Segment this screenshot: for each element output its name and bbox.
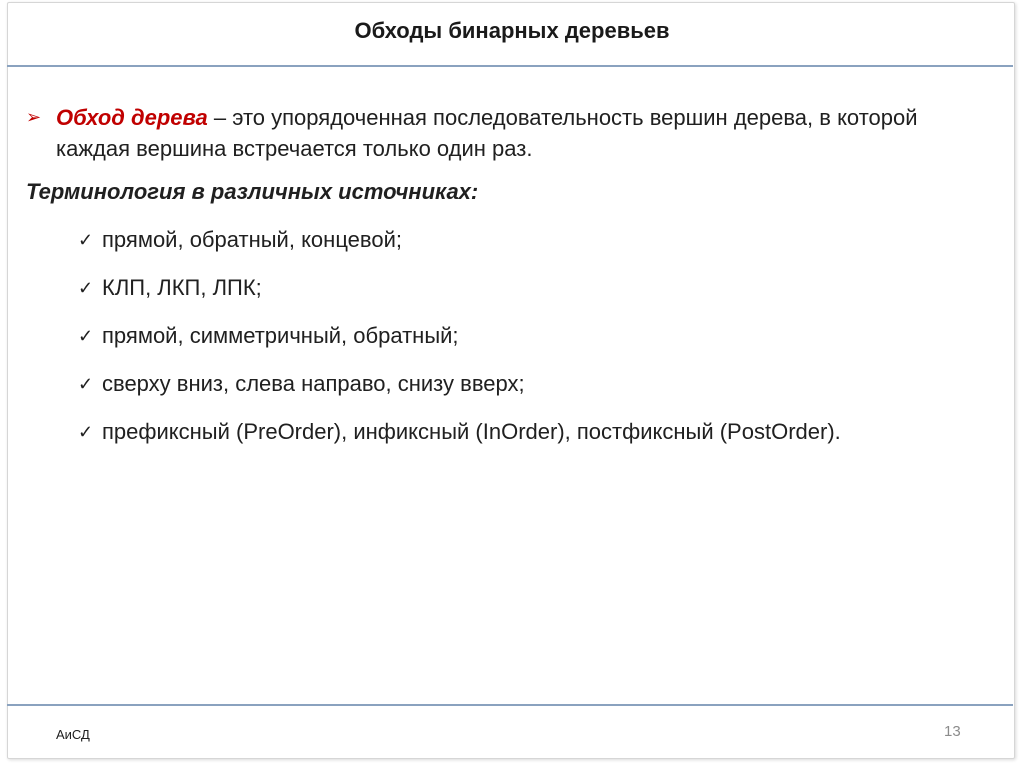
checkmark-icon: ✓ xyxy=(78,278,94,298)
list-item xyxy=(78,273,841,321)
definition-text xyxy=(26,102,986,164)
checkmark-icon: ✓ xyxy=(78,422,94,442)
list-item-text: префиксный (PreOrder), инфиксный (InOrder), постфиксный (PostOrder). xyxy=(102,419,841,444)
list-item-text: КЛП, ЛКП, ЛПК; xyxy=(102,275,262,300)
list-item xyxy=(78,417,841,465)
list-item xyxy=(78,321,841,369)
checkmark-icon: ✓ xyxy=(78,230,94,250)
slide-title: Обходы бинарных деревьев xyxy=(354,18,670,43)
terminology-list xyxy=(78,225,841,465)
page-number: 13 xyxy=(944,723,961,740)
list-item xyxy=(78,369,841,417)
footer-label: АиСД xyxy=(56,727,90,742)
checkmark-icon: ✓ xyxy=(78,374,94,394)
terminology-heading: Терминология в различных источниках: xyxy=(26,179,479,204)
definition-paragraph xyxy=(26,102,986,164)
list-item-text: прямой, обратный, концевой; xyxy=(102,227,402,252)
checkmark-icon: ✓ xyxy=(78,326,94,346)
list-item-text: прямой, симметричный, обратный; xyxy=(102,323,459,348)
definition-term: Обход дерева xyxy=(56,105,208,130)
list-item xyxy=(78,225,841,273)
definition-body: – это упорядоченная последовательность вершин дерева, в которой каждая вершина встречается только один раз. xyxy=(56,105,918,161)
arrow-bullet-icon: ➢ xyxy=(26,107,42,127)
footer-divider xyxy=(7,704,1013,706)
title-divider xyxy=(7,65,1013,67)
list-item-text: сверху вниз, слева направо, снизу вверх; xyxy=(102,371,525,396)
